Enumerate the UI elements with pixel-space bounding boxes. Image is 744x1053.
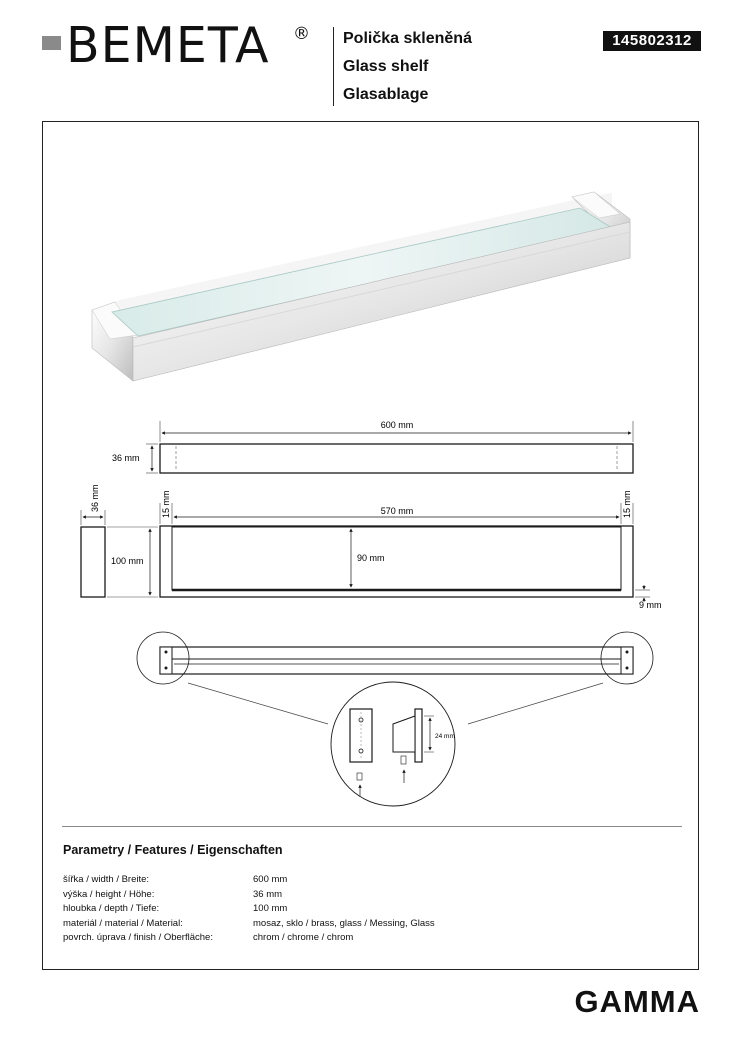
dim-right-end-label: 15 mm [622, 490, 632, 518]
feature-value: 36 mm [253, 888, 283, 900]
dim-height-label: 36 mm [112, 453, 140, 463]
side-view [81, 484, 158, 597]
product-photo [92, 192, 630, 381]
features-divider [62, 826, 682, 827]
feature-label: hloubka / depth / Tiefe: [63, 903, 160, 915]
registered-mark: ® [293, 24, 310, 44]
product-name-en: Glass shelf [343, 58, 429, 75]
feature-value: 100 mm [253, 903, 288, 915]
top-view [160, 490, 662, 610]
dim-glass-depth-label: 90 mm [357, 553, 385, 563]
dim-depth-label: 100 mm [111, 556, 144, 566]
feature-value: mosaz, sklo / brass, glass / Messing, Glass [253, 917, 435, 929]
product-name-cs: Polička skleněná [343, 30, 472, 47]
feature-value: chrom / chrome / chrom [253, 932, 354, 944]
dim-bracket-label: 24 mm [435, 733, 455, 740]
dim-side-width-label: 36 mm [90, 484, 100, 512]
feature-value: 600 mm [253, 874, 288, 885]
features-title: Parametry / Features / Eigenschaften [63, 843, 283, 857]
product-code: 145802312 [603, 31, 701, 51]
series-name: GAMMA [574, 984, 700, 1019]
brand-logo: BEMETA [66, 17, 270, 74]
dim-inner-length-label: 570 mm [380, 506, 414, 516]
feature-label: povrch. úprava / finish / Oberfläche: [63, 932, 213, 944]
product-name-de: Glasablage [343, 86, 429, 103]
feature-label: šířka / width / Breite: [63, 874, 150, 885]
feature-label: výška / height / Höhe: [63, 888, 155, 900]
feature-label: materiál / material / Material: [63, 917, 183, 929]
dim-lip-label: 9 mm [639, 600, 662, 610]
mounting-view [137, 632, 653, 806]
dim-left-end-label: 15 mm [161, 490, 171, 518]
dim-width-label: 600 mm [380, 420, 414, 430]
front-view [112, 420, 633, 473]
